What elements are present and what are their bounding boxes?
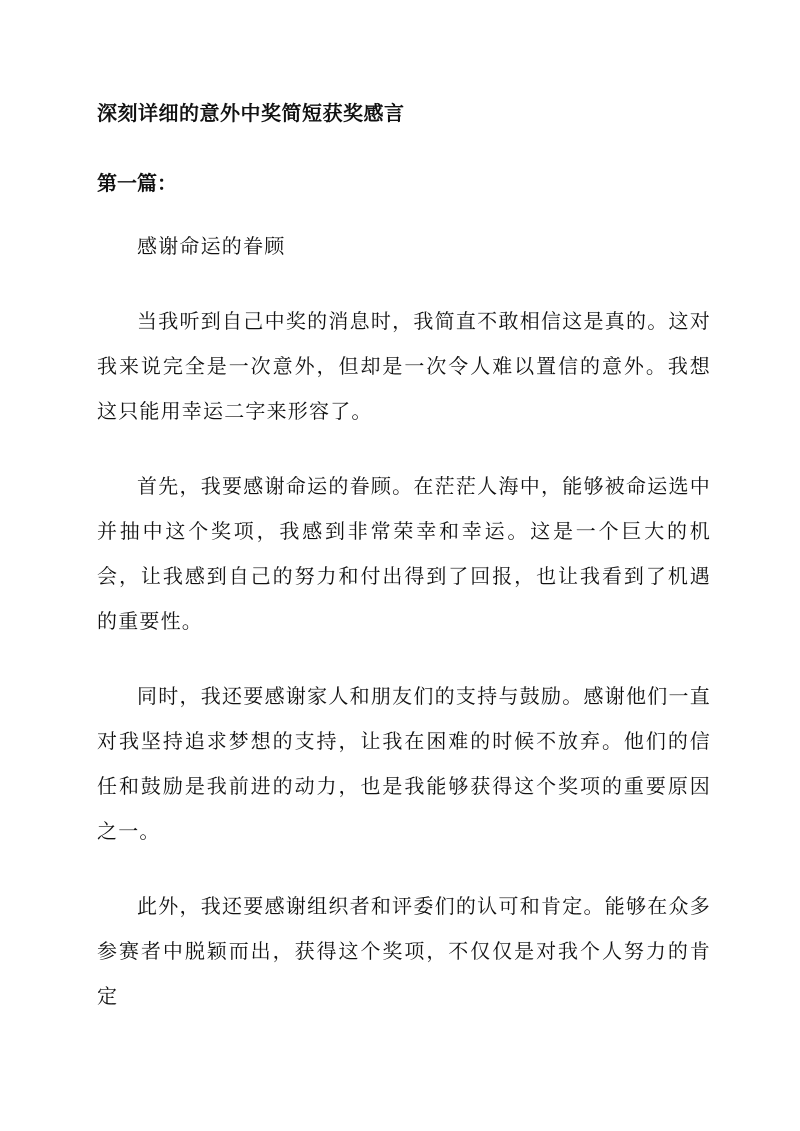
- paragraph-2: 首先，我要感谢命运的眷顾。在茫茫人海中，能够被命运选中并抽中这个奖项，我感到非常荣幸和幸运。这是一个巨大的机会，让我感到自己的努力和付出得到了回报，也让我看到了机遇的重要性。: [97, 474, 711, 633]
- document-title: 深刻详细的意外中奖简短获奖感言: [97, 101, 405, 125]
- subtitle: 感谢命运的眷顾: [137, 234, 286, 258]
- paragraph-3: 同时，我还要感谢家人和朋友们的支持与鼓励。感谢他们一直对我坚持追求梦想的支持，让我在困难的时候不放弃。他们的信任和鼓励是我前进的动力，也是我能够获得这个奖项的重要原因之一。: [97, 684, 711, 843]
- document-body: [97, 224, 711, 1049]
- paragraph-4: 此外，我还要感谢组织者和评委们的认可和肯定。能够在众多参赛者中脱颖而出，获得这个奖项，不仅仅是对我个人努力的肯定: [97, 894, 711, 1008]
- section-heading: 第一篇：: [97, 171, 177, 195]
- paragraph-1: 当我听到自己中奖的消息时，我简直不敢相信这是真的。这对我来说完全是一次意外，但却是一次令人难以置信的意外。我想这只能用幸运二字来形容了。: [97, 309, 711, 423]
